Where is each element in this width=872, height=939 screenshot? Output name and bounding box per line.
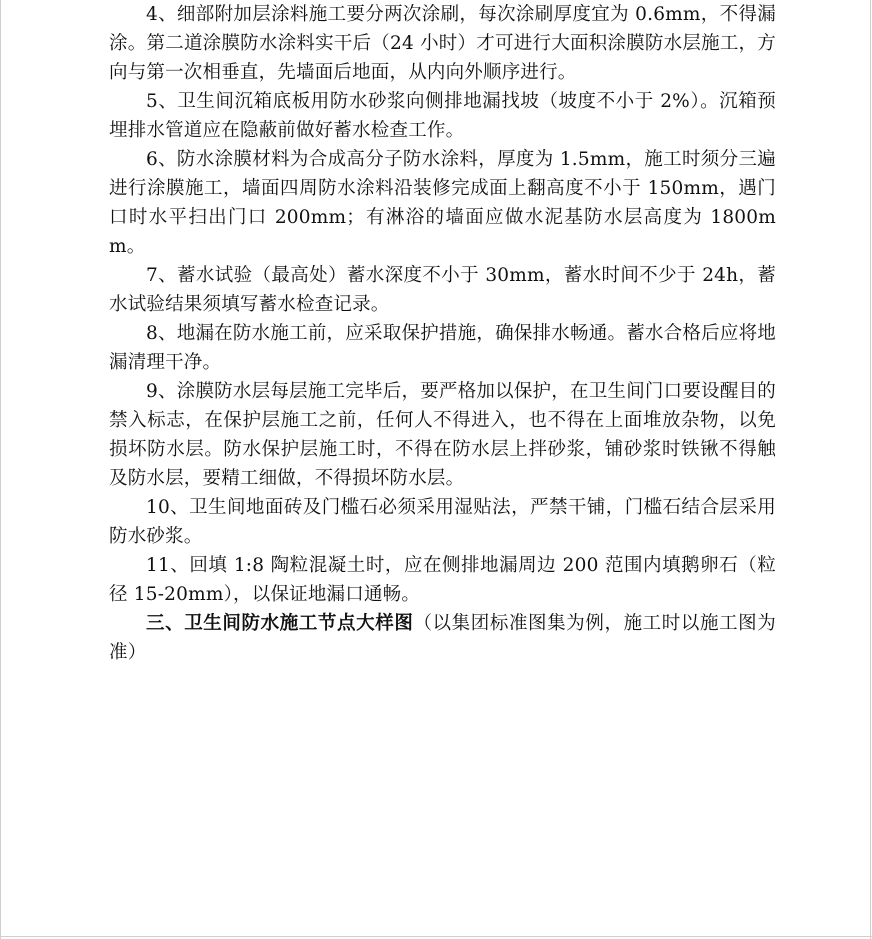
page-edge-left [0, 0, 1, 939]
paragraph-item-7: 7、蓄水试验（最高处）蓄水深度不小于 30mm，蓄水时间不少于 24h，蓄水试验结果须填写蓄水检查记录。 [109, 265, 776, 315]
section-heading [109, 609, 776, 667]
document-body [109, 0, 776, 667]
section-heading-title: 三、卫生间防水施工节点大样图 [146, 613, 414, 634]
paragraph-item-6: 6、防水涂膜材料为合成高分子防水涂料，厚度为 1.5mm，施工时须分三遍进行涂膜施工，墙面四周防水涂料沿装修完成面上翻高度不小于 150mm，遇门口时水平扫出门口 200mm；有淋浴的墙面应做水泥基防水层高度为 1800mm。 [109, 149, 776, 257]
paragraph-item-8: 8、地漏在防水施工前，应采取保护措施，确保排水畅通。蓄水合格后应将地漏清理干净。 [109, 323, 776, 373]
paragraph-item-10: 10、卫生间地面砖及门槛石必须采用湿贴法，严禁干铺，门槛石结合层采用防水砂浆。 [109, 497, 776, 547]
page-edge-bottom [0, 936, 872, 937]
paragraph-item-9: 9、涂膜防水层每层施工完毕后，要严格加以保护，在卫生间门口要设醒目的禁入标志，在保护层施工之前，任何人不得进入，也不得在上面堆放杂物，以免损坏防水层。防水保护层施工时，不得在防水层上拌砂浆，铺砂浆时铁锹不得触及防水层，要精工细做，不得损坏防水层。 [109, 381, 776, 489]
page-edge-right [870, 0, 871, 939]
paragraph-item-4: 4、细部附加层涂料施工要分两次涂刷，每次涂刷厚度宜为 0.6mm，不得漏涂。第二道涂膜防水涂料实干后（24 小时）才可进行大面积涂膜防水层施工，方向与第一次相垂直，先墙面后地面，从内向外顺序进行。 [109, 4, 776, 83]
paragraph-item-11: 11、回填 1:8 陶粒混凝土时，应在侧排地漏周边 200 范围内填鹅卵石（粒径 15-20mm），以保证地漏口通畅。 [109, 555, 776, 605]
paragraph-item-5: 5、卫生间沉箱底板用防水砂浆向侧排地漏找坡（坡度不小于 2%）。沉箱预埋排水管道应在隐蔽前做好蓄水检查工作。 [109, 91, 776, 141]
section-heading-note: （以集团标准图集为例，施工时以施工图为准） [109, 613, 776, 663]
